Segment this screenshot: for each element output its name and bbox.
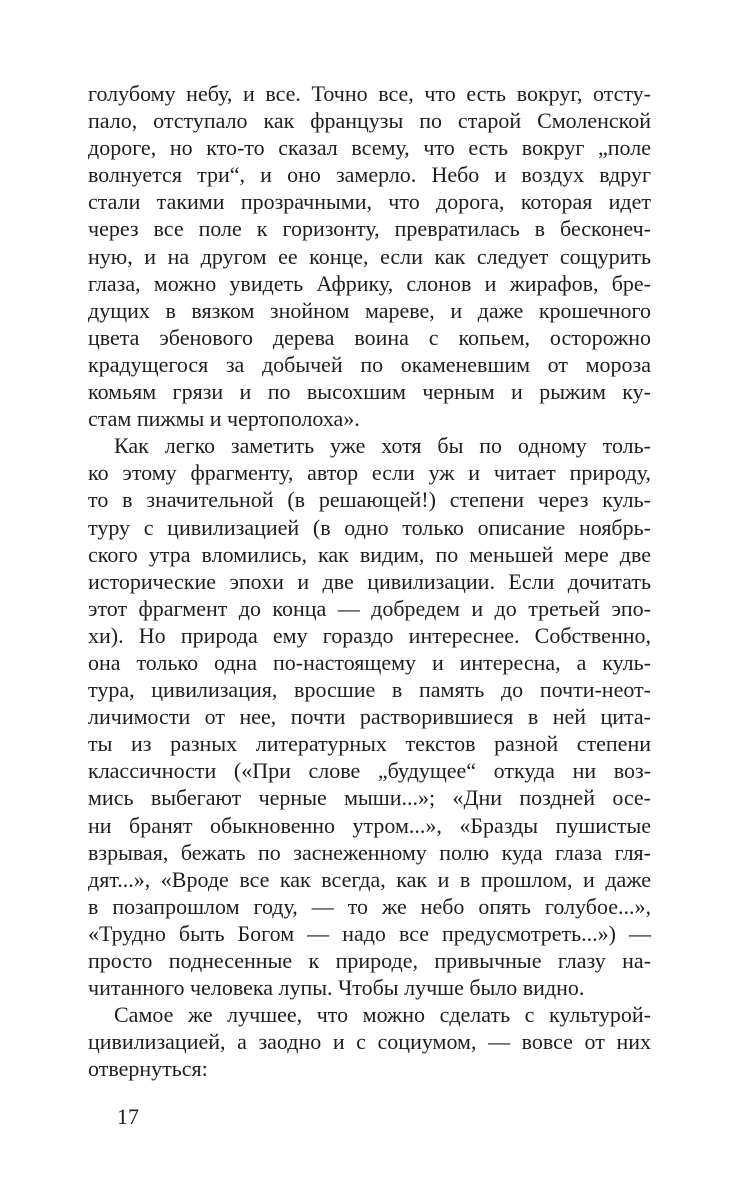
text-line: тура, цивилизация, вросшие в память до почти-неот- bbox=[88, 677, 651, 703]
text-line: стам пижмы и чертополоха». bbox=[88, 406, 360, 432]
text-line: стали такими прозрачными, что дорога, которая идет bbox=[88, 189, 651, 215]
text-line: пало, отступало как французы по старой Смоленской bbox=[88, 108, 651, 134]
text-line: волнуется три“, и оно замерло. Небо и воздух вдруг bbox=[88, 162, 651, 188]
text-line: этот фрагмент до конца — добредем и до третьей эпо- bbox=[88, 595, 651, 621]
text-line: взрывая, бежать по заснеженному полю куда глаза гля- bbox=[88, 839, 651, 865]
text-line: то в значительной (в решающей!) степени через куль- bbox=[88, 487, 651, 513]
text-line: просто поднесенные к природе, привычные глазу на- bbox=[88, 948, 651, 973]
page-number: 17 bbox=[117, 1104, 139, 1129]
text-line: цвета эбенового дерева воина с копьем, осторожно bbox=[88, 324, 651, 350]
text-line: глаза, можно увидеть Африку, слонов и жирафов, бре- bbox=[88, 270, 651, 296]
text-line: хи). Но природа ему гораздо интереснее. Собственно, bbox=[88, 622, 651, 648]
text-line: личимости от нее, почти растворившиеся в ней цита- bbox=[88, 704, 651, 730]
page-body-text bbox=[88, 80, 651, 1082]
text-line: через все поле к горизонту, превратилась в бесконеч- bbox=[88, 216, 651, 242]
paragraph bbox=[88, 432, 651, 1001]
text-line: исторические эпохи и две цивилизации. Если дочитать bbox=[88, 568, 651, 594]
text-line: голубому небу, и все. Точно все, что есть вокруг, отсту- bbox=[88, 81, 651, 106]
paragraph bbox=[88, 1001, 651, 1082]
text-line: Как легко заметить уже хотя бы по одному толь- bbox=[114, 433, 651, 459]
text-line: классичности («При слове „будущее“ откуда ни воз- bbox=[88, 758, 651, 784]
text-line: дороге, но кто-то сказал всему, что есть вокруг „поле bbox=[88, 135, 651, 161]
text-line: туру с цивилизацией (в одно только описание ноябрь- bbox=[88, 514, 651, 540]
text-line: Самое же лучшее, что можно сделать с культурой- bbox=[114, 1002, 651, 1028]
text-line: ты из разных литературных текстов разной степени bbox=[88, 731, 651, 757]
text-line: ную, и на другом ее конце, если как следует сощурить bbox=[88, 243, 651, 269]
text-line: дущих в вязком знойном мареве, и даже крошечного bbox=[88, 297, 651, 323]
text-line: в позапрошлом году, — то же небо опять голубое...», bbox=[88, 893, 651, 919]
text-line: ко этому фрагменту, автор если уж и читает природу, bbox=[88, 460, 651, 486]
text-line: комьям грязи и по высохшим черным и рыжим ку- bbox=[88, 379, 651, 405]
text-line: крадущегося за добычей по окаменевшим от мороза bbox=[88, 351, 651, 377]
text-line: читанного человека лупы. Чтобы лучше было видно. bbox=[88, 975, 585, 1001]
text-line: ского утра вломились, как видим, по меньшей мере две bbox=[88, 541, 651, 567]
text-line: ни бранят обыкновенно утром...», «Бразды пушистые bbox=[88, 812, 651, 838]
text-line: мись выбегают черные мыши...»; «Дни поздней осе- bbox=[88, 785, 651, 811]
text-line: она только одна по-настоящему и интересна, а куль- bbox=[88, 649, 651, 675]
paragraph bbox=[88, 80, 651, 432]
text-line: цивилизацией, а заодно и с социумом, — вовсе от них bbox=[88, 1029, 651, 1055]
text-line: дят...», «Вроде все как всегда, как и в прошлом, и даже bbox=[88, 866, 651, 892]
text-line: «Трудно быть Богом — надо все предусмотреть...») — bbox=[88, 920, 651, 946]
text-line: отвернуться: bbox=[88, 1056, 208, 1082]
